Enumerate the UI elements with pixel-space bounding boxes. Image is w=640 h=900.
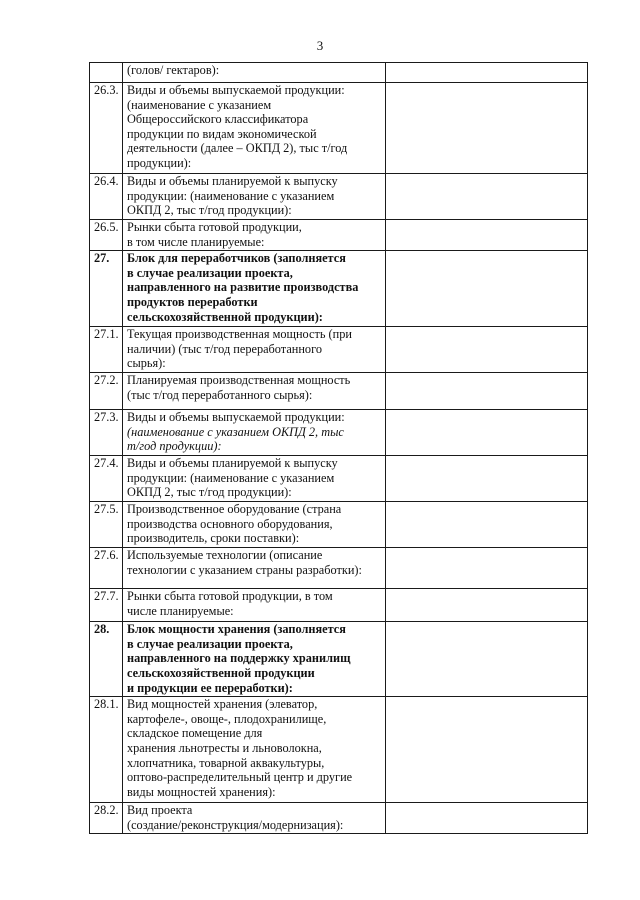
item-value-cell[interactable] [386, 63, 588, 83]
item-number: 28.2. [90, 803, 123, 834]
item-number: 26.4. [90, 174, 123, 220]
item-number: 27.6. [90, 548, 123, 589]
table-row [90, 589, 588, 622]
item-description: Производственное оборудование (страна производства основного оборудования, производитель, сроки поставки): [123, 502, 386, 548]
item-value-cell[interactable] [386, 803, 588, 834]
item-value-cell[interactable] [386, 327, 588, 373]
item-number: 27.1. [90, 327, 123, 373]
item-description: Планируемая производственная мощность (тыс т/год переработанного сырья): [123, 373, 386, 410]
item-number: 26.5. [90, 220, 123, 251]
item-description: Виды и объемы выпускаемой продукции: (наименование с указанием Общероссийского классификатора продукции по видам экономической деятельности (далее – ОКПД 2), тыс т/год продукции): [123, 83, 386, 174]
table-row [90, 327, 588, 373]
item-number: 27.5. [90, 502, 123, 548]
item-value-cell[interactable] [386, 251, 588, 327]
table-row [90, 373, 588, 410]
item-value-cell[interactable] [386, 697, 588, 803]
item-number: 27.4. [90, 456, 123, 502]
table-row [90, 502, 588, 548]
item-description-italic: (наименование с указанием ОКПД 2, тыс т/год продукции): [127, 424, 344, 454]
item-value-cell[interactable] [386, 548, 588, 589]
item-number [90, 63, 123, 83]
table-row [90, 83, 588, 174]
page-number: 3 [316, 38, 324, 53]
table-row [90, 803, 588, 834]
item-value-cell[interactable] [386, 373, 588, 410]
item-description: Виды и объемы планируемой к выпуску продукции: (наименование с указанием ОКПД 2, тыс т/год продукции): [123, 456, 386, 502]
section-heading: Блок мощности хранения (заполняется в случае реализации проекта, направленного на поддержку хранилищ сельскохозяйственной продукции и продукции ее переработки): [123, 622, 386, 697]
table-row [90, 410, 588, 456]
item-value-cell[interactable] [386, 220, 588, 251]
item-description: (голов/ гектаров): [123, 63, 386, 83]
item-description: Рынки сбыта готовой продукции, в том числе планируемые: [123, 589, 386, 622]
item-value-cell[interactable] [386, 622, 588, 697]
item-number: 27.3. [90, 410, 123, 456]
item-value-cell[interactable] [386, 502, 588, 548]
item-number: 28.1. [90, 697, 123, 803]
item-description: Вид проекта (создание/реконструкция/модернизация): [123, 803, 386, 834]
item-description: Текущая производственная мощность (при наличии) (тыс т/год переработанного сырья): [123, 327, 386, 373]
table-row [90, 548, 588, 589]
item-description: Виды и объемы планируемой к выпуску продукции: (наименование с указанием ОКПД 2, тыс т/год продукции): [123, 174, 386, 220]
section-heading: Блок для переработчиков (заполняется в случае реализации проекта, направленного на развитие производства продуктов переработки сельскохозяйственной продукции): [123, 251, 386, 327]
item-number: 27. [90, 251, 123, 327]
item-number: 27.2. [90, 373, 123, 410]
item-value-cell[interactable] [386, 589, 588, 622]
table-row [90, 697, 588, 803]
item-number: 28. [90, 622, 123, 697]
item-description: Используемые технологии (описание технологии с указанием страны разработки): [123, 548, 386, 589]
table-row [90, 174, 588, 220]
item-description-main: Виды и объемы выпускаемой продукции: [127, 410, 345, 425]
application-form-table [89, 62, 588, 834]
item-value-cell[interactable] [386, 410, 588, 456]
table-row-section-header [90, 622, 588, 697]
item-description: Вид мощностей хранения (элеватор, картофеле-, овоще-, плодохранилище, складское помещение для хранения льнотресты и льноволокна, хлопчатника, товарной аквакультуры, оптово-распределительный центр и другие виды мощностей хранения): [123, 697, 386, 803]
item-value-cell[interactable] [386, 456, 588, 502]
table-row [90, 456, 588, 502]
item-value-cell[interactable] [386, 174, 588, 220]
item-value-cell[interactable] [386, 83, 588, 174]
item-description: Рынки сбыта готовой продукции, в том числе планируемые: [123, 220, 386, 251]
item-number: 26.3. [90, 83, 123, 174]
item-description [123, 410, 386, 456]
table-row [90, 220, 588, 251]
item-number: 27.7. [90, 589, 123, 622]
table-row [90, 63, 588, 83]
table-row-section-header [90, 251, 588, 327]
